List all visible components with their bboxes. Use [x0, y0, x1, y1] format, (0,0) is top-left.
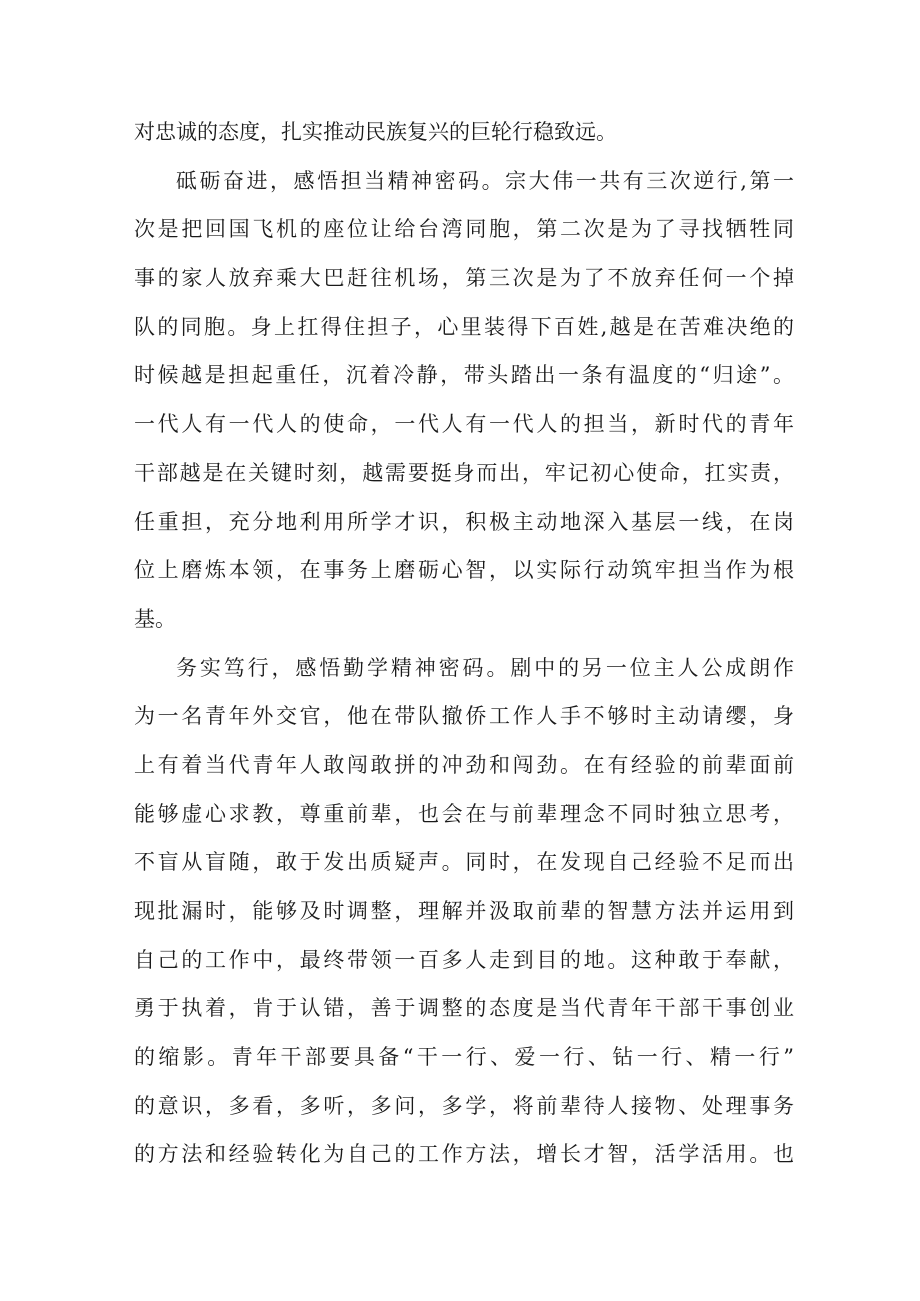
text-line: 干部越是在关键时刻，越需要挺身而出，牢记初心使命，扛实责， [134, 460, 794, 485]
text-line: 上有着当代青年人敢闯敢拼的冲劲和闯劲。在有经验的前辈面前 [134, 752, 794, 777]
text-line: 对忠诚的态度，扎实推动民族复兴的巨轮行稳致远。 [134, 120, 617, 144]
text-line: 自己的工作中，最终带领一百多人走到目的地。这种敢于奉献， [134, 947, 794, 972]
text-line: 为一名青年外交官，他在带队撤侨工作人手不够时主动请缨，身 [134, 704, 794, 729]
text-line: 队的同胞。身上扛得住担子，心里装得下百姓,越是在苦难决绝的 [134, 314, 794, 339]
text-line: 的意识，多看，多听，多问，多学，将前辈待人接物、处理事务 [134, 1093, 794, 1118]
text-line: 一代人有一代人的使命，一代人有一代人的担当，新时代的青年 [134, 412, 794, 437]
text-line: 现批漏时，能够及时调整，理解并汲取前辈的智慧方法并运用到 [134, 899, 794, 923]
text-line: 不盲从盲随，敢于发出质疑声。同时，在发现自己经验不足而出 [134, 850, 794, 875]
text-line: 位上磨炼本领，在事务上磨砺心智，以实际行动筑牢担当作为根 [134, 558, 794, 583]
paragraph-start-line: 砥砺奋进，感悟担当精神密码。宗大伟一共有三次逆行,第一 [176, 168, 794, 193]
text-line: 任重担，充分地利用所学才识，积极主动地深入基层一线，在岗 [134, 509, 794, 534]
body-text [134, 108, 794, 1179]
text-line: 能够虚心求教，尊重前辈，也会在与前辈理念不同时独立思考， [134, 801, 794, 826]
paragraph-start-line: 务实笃行，感悟勤学精神密码。剧中的另一位主人公成朗作 [176, 655, 794, 680]
text-line: 的方法和经验转化为自己的工作方法，增长才智，活学活用。也 [134, 1142, 794, 1167]
text-line: 时候越是担起重任，沉着冷静，带头踏出一条有温度的“归途”。 [134, 363, 794, 388]
text-line: 的缩影。青年干部要具备“干一行、爱一行、钻一行、精一行” [134, 1045, 794, 1070]
text-line: 勇于执着，肯于认错，善于调整的态度是当代青年干部干事创业 [134, 996, 794, 1021]
text-line: 基。 [134, 606, 176, 631]
text-line: 次是把回国飞机的座位让给台湾同胞，第二次是为了寻找牺牲同 [134, 217, 794, 242]
text-line: 事的家人放弃乘大巴赶往机场，第三次是为了不放弃任何一个掉 [134, 266, 794, 291]
